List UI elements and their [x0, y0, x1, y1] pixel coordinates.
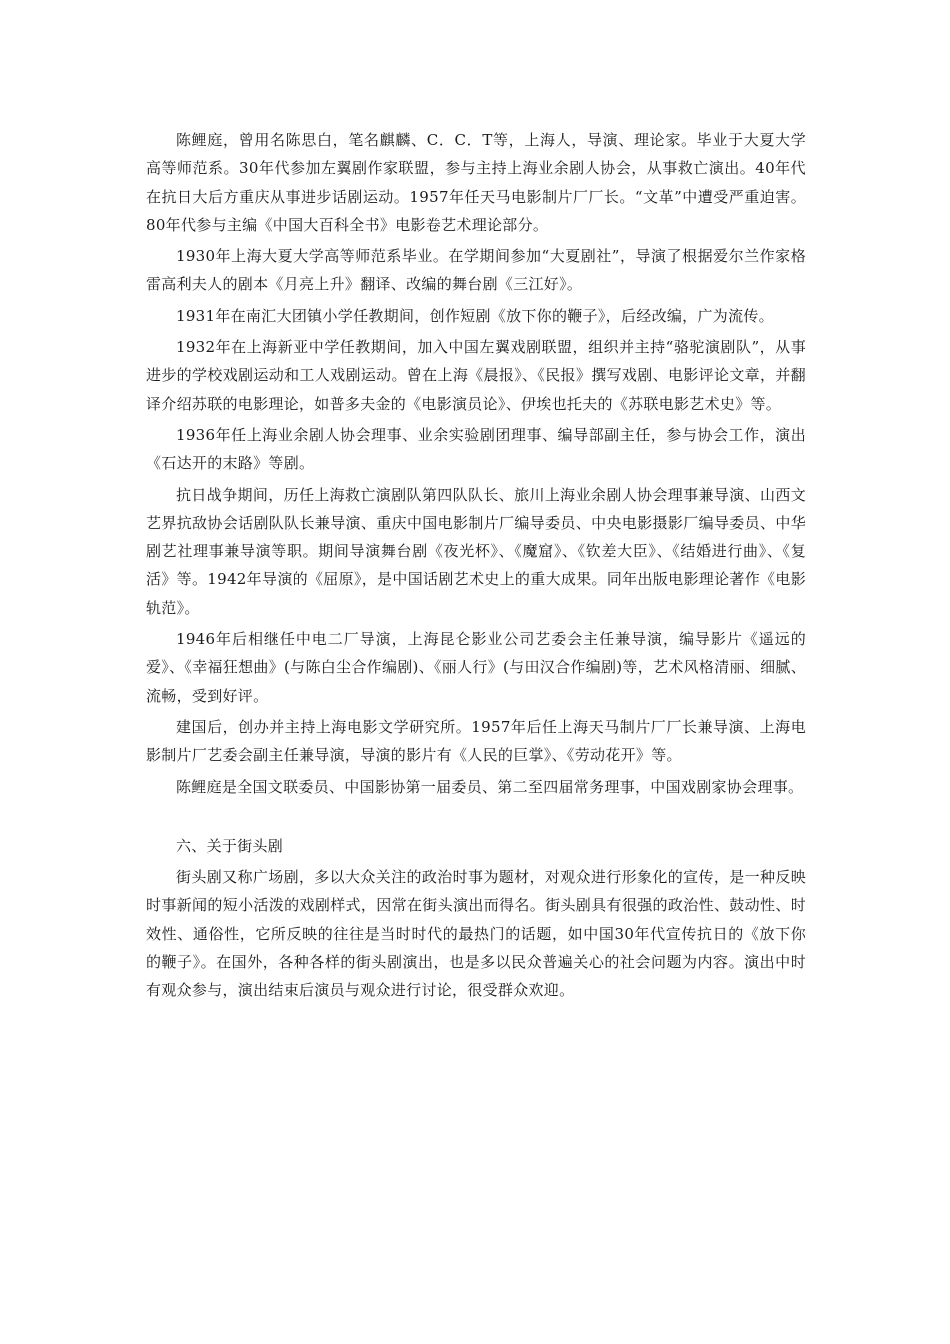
- paragraph-1932: 1932年在上海新亚中学任教期间，加入中国左翼戏剧联盟，组织并主持“骆驼演剧队”，从事进步的学校戏剧运动和工人戏剧运动。曾在上海《晨报》、《民报》撰写戏剧、电影评论文章，并翻译介绍苏联的电影理论，如普多夫金的《电影演员论》、伊埃也托夫的《苏联电影艺术史》等。: [146, 338, 806, 413]
- section-heading: 六、关于街头剧: [176, 836, 284, 855]
- paragraph-1946: 1946年后相继任中电二厂导演，上海昆仑影业公司艺委会主任兼导演，编导影片《遥远的爱》、《幸福狂想曲》(与陈白尘合作编剧)、《丽人行》(与田汉合作编剧)等，艺术风格清丽、细腻、流畅，受到好评。: [146, 630, 807, 705]
- paragraph-1931: 1931年在南汇大团镇小学任教期间，创作短剧《放下你的鞭子》，后经改编，广为流传。: [176, 306, 774, 325]
- section-spacer: [146, 804, 806, 832]
- paragraph-post-1949: 建国后，创办并主持上海电影文学研究所。1957年后任上海天马制片厂厂长兼导演、上海电影制片厂艺委会副主任兼导演，导演的影片有《人民的巨掌》、《劳动花开》等。: [146, 717, 806, 765]
- paragraph-1930: 1930年上海大夏大学高等师范系毕业。在学期间参加“大夏剧社”，导演了根据爱尔兰作家格雷高利夫人的剧本《月亮上升》翻译、改编的舞台剧《三江好》。: [146, 247, 806, 294]
- paragraph-1936: 1936年任上海业余剧人协会理事、业余实验剧团理事、编导部副主任，参与协会工作，演出《石达开的末路》等剧。: [146, 425, 806, 473]
- paragraph-wartime: 抗日战争期间，历任上海救亡演剧队第四队队长、旅川上海业余剧人协会理事兼导演、山西文艺界抗敌协会话剧队队长兼导演、重庆中国电影制片厂编导委员、中央电影摄影厂编导委员、中华剧艺社理事兼导演等职。期间导演舞台剧《夜光杯》、《魔窟》、《钦差大臣》、《结婚进行曲》、《复活》等。1942年导演的《屈原》，是中国话剧艺术史上的重大成果。同年出版电影理论著作《电影轨范》。: [146, 485, 806, 617]
- document-body: [146, 126, 806, 1008]
- paragraph-street-drama: 街头剧又称广场剧，多以大众关注的政治时事为题材，对观众进行形象化的宣传，是一种反映时事新闻的短小活泼的戏剧样式，因常在街头演出而得名。街头剧具有很强的政治性、鼓动性、时效性、通俗性，它所反映的往往是当时时代的最热门的话题，如中国30年代宣传抗日的《放下你的鞭子》。在国外，各种各样的街头剧演出，也是多以民众普遍关心的社会问题为内容。演出中时有观众参与，演出结束后演员与观众进行讨论，很受群众欢迎。: [146, 868, 806, 1000]
- paragraph-memberships: 陈鲤庭是全国文联委员、中国影协第一届委员、第二至四届常务理事，中国戏剧家协会理事。: [176, 777, 804, 796]
- paragraph-bio-intro: 陈鲤庭，曾用名陈思白，笔名麒麟、C．C．T等，上海人，导演、理论家。毕业于大夏大学高等师范系。30年代参加左翼剧作家联盟，参与主持上海业余剧人协会，从事救亡演出。40年代在抗日大后方重庆从事进步话剧运动。1957年任天马电影制片厂厂长。“文革”中遭受严重迫害。80年代参与主编《中国大百科全书》电影卷艺术理论部分。: [146, 131, 806, 234]
